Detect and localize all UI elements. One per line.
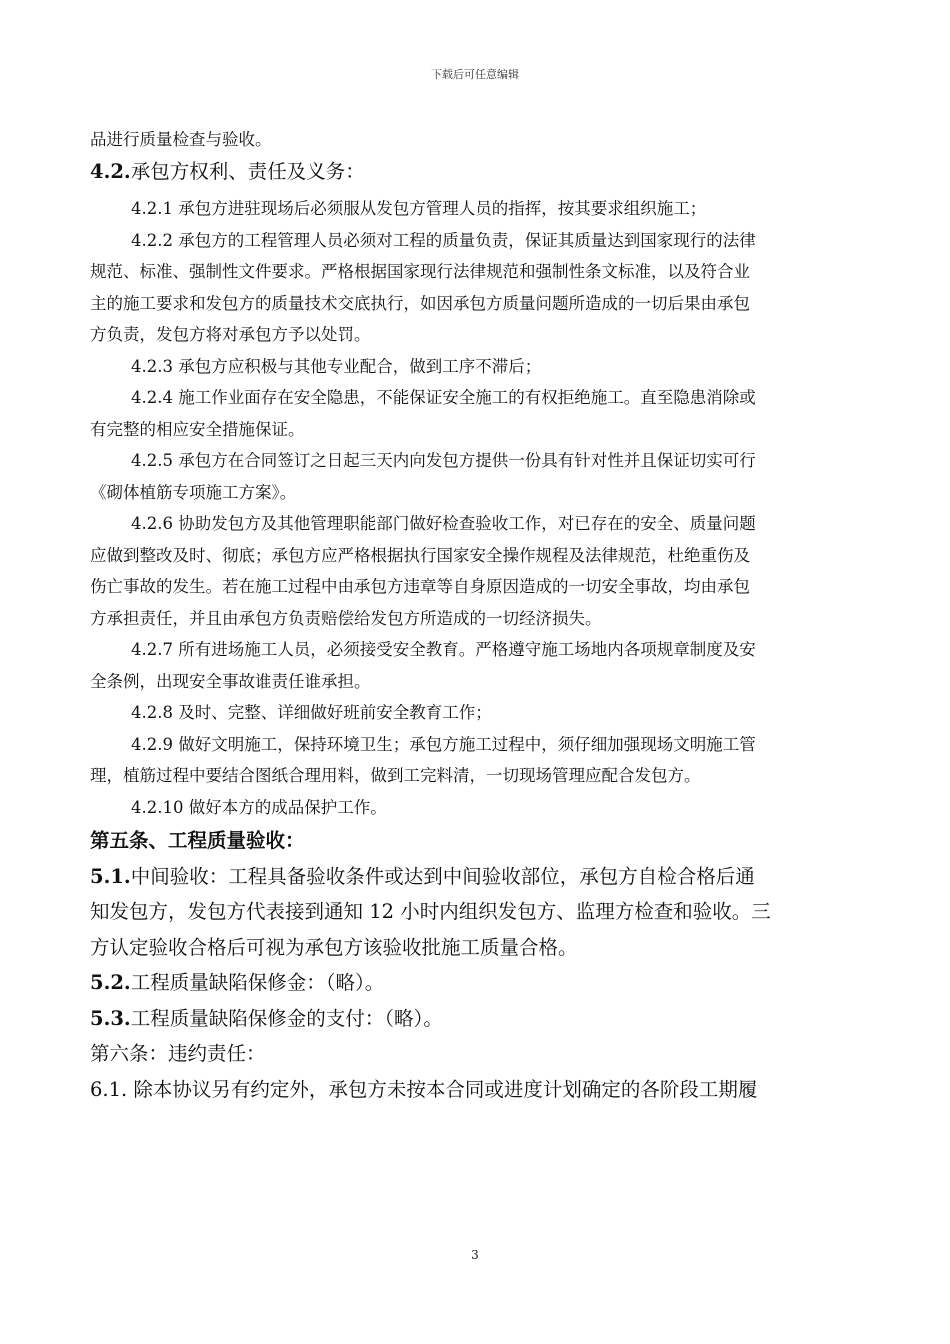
section-number: 4.2. — [90, 159, 131, 183]
clause-text: 工程质量缺陷保修金：（略）。 — [130, 971, 385, 994]
paragraph-line: 伤亡事故的发生。若在施工过程中由承包方违章等自身原因造成的一切安全事故，均由承包 — [90, 577, 750, 596]
paragraph-line: 品进行质量检查与验收。 — [90, 130, 272, 149]
clause-4-2-9: 4.2.9 做好文明施工，保持环境卫生；承包方施工过程中，须仔细加强现场文明施工管 — [131, 734, 756, 754]
clause-4-2-10: 4.2.10 做好本方的成品保护工作。 — [131, 797, 387, 817]
clause-4-2-7: 4.2.7 所有进场施工人员，必须接受安全教育。严格遵守施工场地内各项规章制度及安 — [131, 640, 756, 659]
clause-4-2-6: 4.2.6 协助发包方及其他管理职能部门做好检查验收工作，对已存在的安全、质量问题 — [131, 514, 756, 533]
clause-5-3 — [90, 1001, 865, 1037]
clause-text: 中间验收：工程具备验收条件或达到中间验收部位，承包方自检合格后通 — [130, 864, 755, 888]
section-heading — [90, 154, 865, 190]
clause-5-1 — [90, 859, 865, 895]
clause-text: 工程质量缺陷保修金的支付：（略）。 — [130, 1006, 443, 1030]
section-number: 5.1. — [90, 864, 131, 888]
paragraph-line: 知发包方，发包方代表接到通知 12 小时内组织发包方、监理方检查和验收。三 — [90, 900, 771, 923]
paragraph-line: 应做到整改及时、彻底；承包方应严格根据执行国家安全操作规程及法律规范，杜绝重伤及 — [90, 545, 750, 565]
clause-4-2-8: 4.2.8 及时、完整、详细做好班前安全教育工作； — [131, 703, 492, 722]
clause-4-2-2: 4.2.2 承包方的工程管理人员必须对工程的质量负责，保证其质量达到国家现行的法律 — [131, 230, 756, 250]
clause-4-2-1: 4.2.1 承包方进驻现场后必须服从发包方管理人员的指挥，按其要求组织施工； — [131, 199, 707, 218]
section-number: 5.3. — [90, 1006, 131, 1030]
paragraph-line: 方承担责任，并且由承包方负责赔偿给发包方所造成的一切经济损失。 — [90, 608, 602, 628]
paragraph-line: 理，植筋过程中要结合图纸合理用料，做到工完料清，一切现场管理应配合发包方。 — [90, 766, 701, 785]
section-title: 承包方权利、责任及义务： — [130, 159, 365, 183]
paragraph-line: 方认定验收合格后可视为承包方该验收批施工质量合格。 — [90, 935, 578, 959]
document-body — [90, 124, 865, 1107]
paragraph-line: 《砌体植筋专项施工方案》。 — [90, 482, 297, 502]
paragraph-line: 有完整的相应安全措施保证。 — [90, 419, 305, 439]
clause-4-2-5: 4.2.5 承包方在合同签订之日起三天内向发包方提供一份具有针对性并且保证切实可行 — [131, 451, 756, 470]
section-number: 5.2. — [90, 971, 131, 994]
paragraph-line: 方负责，发包方将对承包方予以处罚。 — [90, 325, 371, 344]
paragraph-line: 规范、标准、强制性文件要求。严格根据国家现行法律规范和强制性条文标准，以及符合业 — [90, 262, 750, 281]
article-6-heading: 第六条：违约责任： — [90, 1042, 266, 1065]
clause-5-2 — [90, 965, 865, 1001]
clause-6-1: 6.1. 除本协议另有约定外，承包方未按本合同或进度计划确定的各阶段工期履 — [90, 1077, 758, 1101]
page-header: 下载后可任意编辑 — [431, 68, 519, 81]
clause-4-2-3: 4.2.3 承包方应积极与其他专业配合，做到工序不滞后； — [131, 356, 542, 376]
article-5-heading: 第五条、工程质量验收： — [90, 829, 305, 852]
page-number: 3 — [471, 1248, 479, 1262]
paragraph-line: 主的施工要求和发包方的质量技术交底执行，如因承包方质量问题所造成的一切后果由承包 — [90, 293, 750, 313]
clause-4-2-4: 4.2.4 施工作业面存在安全隐患，不能保证安全施工的有权拒绝施工。直至隐患消除或 — [131, 388, 756, 407]
paragraph-line: 全条例，出现安全事故谁责任谁承担。 — [90, 671, 371, 691]
